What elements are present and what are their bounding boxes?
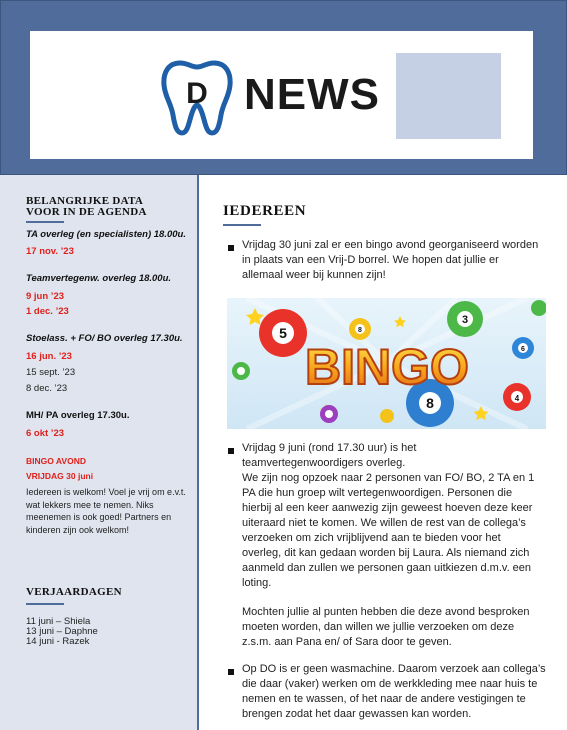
logo-letter: D [186,77,208,110]
svg-text:8: 8 [426,395,434,411]
bullet-3-line: Op DO is er geen wasmachine. Daarom verzoek aan collega’s [242,663,546,675]
logo-banner [156,53,501,139]
birthday-item: 14 juni - Razek [26,636,90,647]
svg-text:5: 5 [279,325,287,341]
birthdays-title: VERJAARDAGEN [26,586,122,598]
section-title: IEDEREEN [223,203,307,219]
bullet-marker [228,669,234,675]
sidebar [0,175,199,730]
tooth-logo-icon [160,57,234,137]
stoel-meeting-date-3: 8 dec. ’23 [26,383,68,394]
svg-text:4: 4 [514,394,520,403]
main-column [201,175,567,730]
team-meeting-date-2: 1 dec. ’23 [26,306,69,317]
svg-text:6: 6 [521,346,525,353]
bullet-2-line: aanmeld dan zullen we personen gaan uitkiezen d.m.v. een [242,562,532,574]
birthday-item: 11 juni – Shiela [26,616,91,627]
ta-meeting-date: 17 nov. ’23 [26,246,74,257]
bullet-2-line: Vrijdag 9 juni (rond 17.30 uur) is het [242,442,417,454]
bullet-3-line: nemen en te wassen, of het naar de andere vestigingen te [242,693,526,705]
stoel-meeting-date-1: 16 jun. ’23 [26,351,72,362]
ta-meeting-label: TA overleg (en specialisten) 18.00u. [26,229,186,240]
section-title-rule [223,224,261,226]
svg-text:8: 8 [358,327,362,334]
bingo-banner-word: BINGO [305,339,469,395]
bullet-2-line: z.s.m. aan Pana en/ of Sara door te geven. [242,636,452,648]
agenda-title-line2: VOOR IN DE AGENDA [26,206,147,218]
bullet-1-line: in plaats van een Vrij-D borrel. We hopen dat jullie er [242,254,499,266]
bullet-3-line: brengen zodat het daar gewassen kan worden. [242,708,472,720]
logo-white-area [156,53,396,139]
bullet-2-line: teamvertegenwoordigers overleg. [242,457,406,469]
header-inner-panel [30,31,533,159]
birthday-item: 13 juni – Daphne [26,626,98,637]
bingo-title: BINGO AVOND [26,456,86,466]
bingo-description: Iedereen is welkom! Voel je vrij om e.v.t. wat lekkers mee te nemen. Niks meenemen is ook goed! Partners en kinderen zijn ook welkom! [26,487,186,535]
bingo-banner-image [227,298,546,429]
team-meeting-date-1: 9 jun ’23 [26,291,65,302]
logo-wordmark: NEWS [244,70,380,119]
bullet-2-line: moeten worden, dan willen we jullie verzoeken om deze [242,621,515,633]
newsletter-header [0,0,567,175]
mh-meeting-label: MH/ PA overleg 17.30u. [26,410,130,421]
bullet-marker [228,448,234,454]
bullet-marker [228,245,234,251]
bullet-1-line: Vrijdag 30 juni zal er een bingo avond georganiseerd worden [242,239,539,251]
stoel-meeting-date-2: 15 sept. ’23 [26,367,76,378]
agenda-title-line1: BELANGRIJKE DATA [26,195,144,207]
bullet-3-line: die daar (vaker) werken om de werkkleding mee naar huis te [242,678,538,690]
bullet-2-line: overleg, dit kan gedaan worden bij Laura. Als niemand zich [242,547,530,559]
stoel-meeting-label: Stoelass. + FO/ BO overleg 17.30u. [26,333,183,344]
bullet-2-line: hierbij al een keer aanwezig zijn geweest hoeven deze keer [242,502,533,514]
bullet-2-line: verzoeken om zich vrijblijvend aan te bieden voor het [242,532,501,544]
team-meeting-label: Teamvertegenw. overleg 18.00u. [26,273,172,284]
mh-meeting-date: 6 okt ’23 [26,428,65,439]
bingo-date: VRIJDAG 30 juni [26,471,94,481]
bullet-2-line: Mochten jullie al punten hebben die deze avond besproken [242,606,530,618]
birthdays-title-rule [26,603,64,605]
bullet-2-line: We zijn nog opzoek naar 2 personen van FO/ BO, 2 TA en 1 [242,472,535,484]
bullet-2-line: PA die hun groep wilt vertegenwoordigen. Personen die [242,487,513,499]
bullet-2-line: uiteraard niet te komen. We willen de rest van de collega’s [242,517,526,529]
svg-text:3: 3 [461,314,469,326]
agenda-title-rule [26,221,64,223]
bullet-2-line: loting. [242,577,272,589]
bullet-1-line: allemaal weer bij kunnen zijn! [242,269,386,281]
